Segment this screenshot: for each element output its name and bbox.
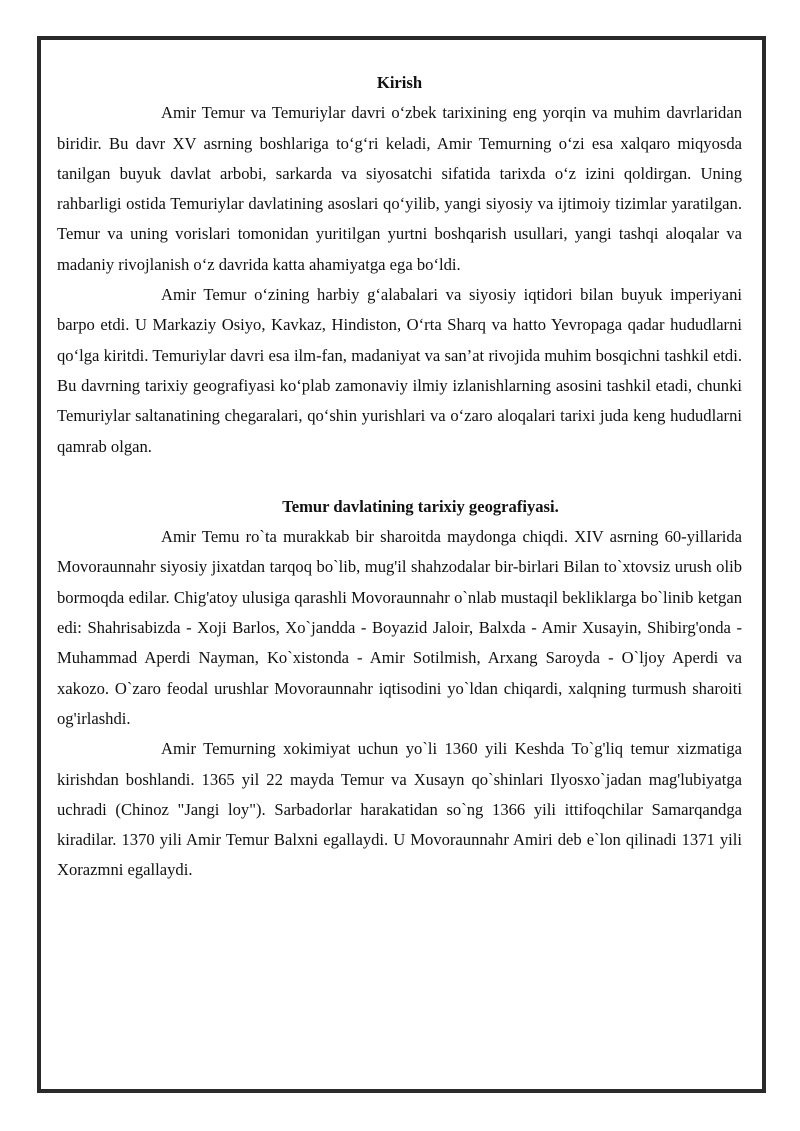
section-spacer bbox=[57, 462, 742, 492]
section-title-kirish: Kirish bbox=[376, 73, 423, 92]
paragraph: Amir Temu ro`ta murakkab bir sharoitda maydonga chiqdi. XIV asrning 60-yillarida Movoraunnahr siyosiy jixatdan tarqoq bo`lib, mug'il shahzodalar bir-birlari Bilan to`xtovsiz urush olib bormoqda edilar. Chig'atoy ulusiga qarashli Movoraunnahr o`nlab mustaqil bekliklarga bo`linib ketgan edi: Shahrisabizda - Xoji Barlos, Xo`jandda - Boyazid Jaloir, Balxda - Amir Xusayin, Shibirg'onda - Muhammad Aperdi Nayman, Ko`xistonda - Amir Sotilmish, Arxang Saroyda - O`ljoy Aperdi va xakozo. O`zaro feodal urushlar Movoraunnahr iqtisodini yo`ldan chiqardi, xalqning turmush sharoiti og'irlashdi. bbox=[57, 527, 742, 728]
document-body bbox=[57, 68, 742, 886]
paragraph: Amir Temur va Temuriylar davri o‘zbek tarixining eng yorqin va muhim davrlaridan biridir. Bu davr XV asrning boshlariga to‘g‘ri keladi, Amir Temurning o‘zi esa xalqaro miqyosda tanilgan buyuk davlat arbobi, sarkarda va siyosatchi sifatida tarixda o‘z izini qoldirgan. Uning rahbarligi ostida Temuriylar davlatining asoslari qo‘yilib, yangi siyosiy va ijtimoiy tizimlar yaratilgan. Temur va uning vorislari tomonidan yuritilgan yurtni boshqarish usullari, yangi tashqi aloqalar va madaniy rivojlanish o‘z davrida katta ahamiyatga ega bo‘ldi. bbox=[57, 103, 742, 274]
paragraph: Amir Temur o‘zining harbiy g‘alabalari va siyosiy iqtidori bilan buyuk imperiyani barpo etdi. U Markaziy Osiyo, Kavkaz, Hindiston, O‘rta Sharq va hatto Yevropaga qadar hududlarni qo‘lga kiritdi. Temuriylar davri esa ilm-fan, madaniyat va san’at rivojida muhim bosqichni tashkil etdi. Bu davrning tarixiy geografiyasi ko‘plab zamonaviy ilmiy izlanishlarning asosini tashkil etadi, chunki Temuriylar saltanatining chegaralari, qo‘shin yurishlari va o‘zaro aloqalari tarixi juda keng hududlarni qamrab olgan. bbox=[57, 285, 742, 456]
paragraph: Amir Temurning xokimiyat uchun yo`li 1360 yili Keshda To`g'liq temur xizmatiga kirishdan boshlandi. 1365 yil 22 mayda Temur va Xusayn qo`shinlari Ilyosxo`jadan mag'lubiyatga uchradi (Chinoz "Jangi loy"). Sarbadorlar harakatidan so`ng 1366 yili ittifoqchilar Samarqandga kiradilar. 1370 yili Amir Temur Balxni egallaydi. U Movoraunnahr Amiri deb e`lon qilinadi 1371 yili Xorazmni egallaydi. bbox=[57, 739, 742, 880]
section-title-geography: Temur davlatining tarixiy geografiyasi. bbox=[282, 496, 559, 516]
